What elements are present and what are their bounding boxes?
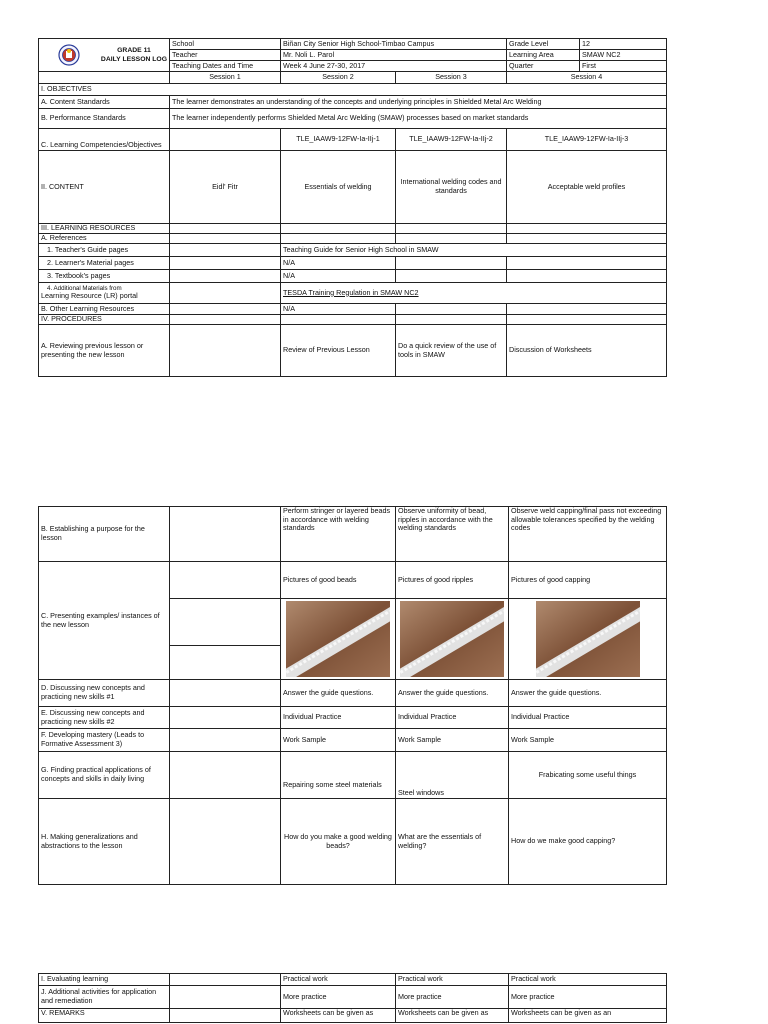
dates-label: Teaching Dates and Time (170, 61, 281, 72)
content-session-2: Essentials of welding (281, 151, 396, 224)
empty-corner (39, 72, 170, 84)
proc-i-session-2: Practical work (281, 974, 396, 986)
dates-value: Week 4 June 27-30, 2017 (281, 61, 507, 72)
proc-j-session-3: More practice (396, 986, 509, 1009)
resources-heading: III. LEARNING RESOURCES (39, 224, 170, 234)
blank-cell (170, 304, 281, 315)
proc-f-label: F. Developing mastery (Leads to Formative Assessment 3) (39, 729, 170, 752)
remarks-session-3: Worksheets can be given as (396, 1009, 509, 1023)
proc-g-label: G. Finding practical applications of concepts and skills in daily living (39, 752, 170, 799)
proc-a-session-3: Do a quick review of the use of tools in SMAW (396, 325, 507, 377)
proc-b-label: B. Establishing a purpose for the lesson (39, 507, 170, 562)
proc-h-session-4: How do we make good capping? (509, 799, 667, 885)
blank-cell (507, 257, 667, 270)
proc-b-session-1 (170, 507, 281, 562)
daily-lesson-log-table-1 (38, 38, 667, 377)
remarks-label: V. REMARKS (39, 1009, 170, 1023)
grade-label: GRADE 11 (117, 47, 151, 54)
other-resources-value: N/A (281, 304, 396, 315)
remarks-session-4: Worksheets can be given as an (509, 1009, 667, 1023)
proc-g-session-4: Frabicating some useful things (509, 752, 667, 799)
grade-level-value: 12 (580, 39, 667, 50)
blank-cell (170, 283, 281, 304)
learners-material-label: 2. Learner's Material pages (39, 257, 170, 270)
proc-e-label: E. Discussing new concepts and practicing new skills #2 (39, 707, 170, 729)
competencies-label: C. Learning Competencies/Objectives (39, 129, 170, 151)
proc-h-label: H. Making generalizations and abstractions to the lesson (39, 799, 170, 885)
proc-i-session-4: Practical work (509, 974, 667, 986)
performance-standards-label: B. Performance Standards (39, 109, 170, 129)
header-logo-cell (39, 39, 170, 72)
blank-cell (170, 974, 281, 986)
blank-cell (170, 729, 281, 752)
lr-portal-link[interactable]: TESDA Training Regulation in SMAW NC2 (281, 283, 667, 304)
competency-code-3: TLE_IAAW9-12FW-Ia-IIj-2 (396, 129, 507, 151)
proc-j-session-4: More practice (509, 986, 667, 1009)
proc-h-session-2: How do you make a good welding beads? (281, 799, 396, 885)
daily-lesson-log-table-3 (38, 973, 667, 1023)
content-standards-text: The learner demonstrates an understanding of the concepts and underlying principles in Shielded Metal Arc Welding (170, 96, 667, 109)
blank-cell (170, 599, 281, 646)
proc-j-label: J. Additional activities for application and remediation (39, 986, 170, 1009)
proc-d-label: D. Discussing new concepts and practicing new skills #1 (39, 680, 170, 707)
blank-cell (507, 315, 667, 325)
lr-portal-label (39, 283, 170, 304)
blank-cell (507, 304, 667, 315)
lr-portal-label-line-2: Learning Resource (LR) portal (41, 291, 138, 301)
blank-cell (170, 986, 281, 1009)
proc-a-label: A. Reviewing previous lesson or presenting the new lesson (39, 325, 170, 377)
weld-photo-cell-3 (509, 599, 667, 680)
blank-cell (170, 645, 281, 679)
proc-b-session-2: Perform stringer or layered beads in accordance with welding standards (281, 507, 396, 562)
session-1-header: Session 1 (170, 72, 281, 84)
blank-cell (170, 680, 281, 707)
weld-photo-cell-1 (281, 599, 396, 680)
proc-a-session-1 (170, 325, 281, 377)
session-4-header: Session 4 (507, 72, 667, 84)
log-title: DAILY LESSON LOG (100, 56, 167, 63)
proc-d-session-4: Answer the guide questions. (509, 680, 667, 707)
blank-cell (396, 304, 507, 315)
blank-cell (281, 315, 396, 325)
blank-cell (170, 752, 281, 799)
proc-a-session-4: Discussion of Worksheets (507, 325, 667, 377)
blank-cell (170, 315, 281, 325)
proc-c-caption-2: Pictures of good ripples (396, 562, 509, 599)
daily-lesson-log-table-2 (38, 506, 667, 885)
content-standards-label: A. Content Standards (39, 96, 170, 109)
proc-e-session-3: Individual Practice (396, 707, 509, 729)
references-label: A. References (39, 234, 170, 244)
proc-h-session-3: What are the essentials of welding? (396, 799, 509, 885)
proc-d-session-3: Answer the guide questions. (396, 680, 509, 707)
blank-cell (170, 234, 281, 244)
content-session-1: Eidl' Fitr (170, 151, 281, 224)
blank-cell (170, 562, 281, 599)
remarks-session-2: Worksheets can be given as (281, 1009, 396, 1023)
blank-cell (507, 224, 667, 234)
textbook-label: 3. Textbook's pages (39, 270, 170, 283)
other-resources-label: B. Other Learning Resources (39, 304, 170, 315)
blank-cell (507, 270, 667, 283)
objectives-heading: I. OBJECTIVES (39, 84, 667, 96)
proc-f-session-2: Work Sample (281, 729, 396, 752)
teachers-guide-value: Teaching Guide for Senior High School in SMAW (281, 244, 667, 257)
blank-cell (507, 234, 667, 244)
weld-ripple-photo (400, 601, 504, 677)
competency-code-1 (170, 129, 281, 151)
quarter-value: First (580, 61, 667, 72)
blank-cell (396, 234, 507, 244)
proc-d-session-2: Answer the guide questions. (281, 680, 396, 707)
grade-level-label: Grade Level (507, 39, 580, 50)
proc-c-label: C. Presenting examples/ instances of the new lesson (39, 562, 170, 680)
quarter-label: Quarter (507, 61, 580, 72)
school-value: Biñan City Senior High School-Timbao Campus (281, 39, 507, 50)
proc-e-session-2: Individual Practice (281, 707, 396, 729)
proc-b-session-4: Observe weld capping/final pass not exceeding allowable tolerances specified by the welding codes (509, 507, 667, 562)
content-label: II. CONTENT (39, 151, 170, 224)
blank-cell (170, 270, 281, 283)
proc-a-session-2: Review of Previous Lesson (281, 325, 396, 377)
proc-i-session-3: Practical work (396, 974, 509, 986)
competency-code-2: TLE_IAAW9-12FW-Ia-IIj-1 (281, 129, 396, 151)
weld-bead-photo (286, 601, 390, 677)
deped-seal-icon (58, 44, 80, 66)
session-2-header: Session 2 (281, 72, 396, 84)
blank-cell (396, 270, 507, 283)
blank-cell (281, 234, 396, 244)
procedures-heading: IV. PROCEDURES (39, 315, 170, 325)
content-session-3: International welding codes and standards (396, 151, 507, 224)
blank-cell (170, 799, 281, 885)
blank-cell (170, 224, 281, 234)
proc-g-session-3: Steel windows (396, 752, 509, 799)
proc-b-session-3: Observe uniformity of bead, ripples in accordance with the welding standards (396, 507, 509, 562)
proc-c-caption-3: Pictures of good capping (509, 562, 667, 599)
blank-cell (396, 224, 507, 234)
blank-cell (170, 707, 281, 729)
blank-cell (281, 224, 396, 234)
proc-g-session-2: Repairing some steel materials (281, 752, 396, 799)
blank-cell (170, 257, 281, 270)
teacher-label: Teacher (170, 50, 281, 61)
proc-f-session-3: Work Sample (396, 729, 509, 752)
learners-material-value: N/A (281, 257, 396, 270)
lr-portal-label-line-1: 4. Additional Materials from (47, 285, 122, 293)
weld-photo-cell-2 (396, 599, 509, 680)
textbook-value: N/A (281, 270, 396, 283)
content-session-4: Acceptable weld profiles (507, 151, 667, 224)
blank-cell (170, 1009, 281, 1023)
learning-area-label: Learning Area (507, 50, 580, 61)
proc-i-label: I. Evaluating learning (39, 974, 170, 986)
blank-cell (170, 244, 281, 257)
school-label: School (170, 39, 281, 50)
session-3-header: Session 3 (396, 72, 507, 84)
competency-code-4: TLE_IAAW9-12FW-Ia-IIj-3 (507, 129, 667, 151)
blank-cell (396, 315, 507, 325)
proc-f-session-4: Work Sample (509, 729, 667, 752)
proc-j-session-2: More practice (281, 986, 396, 1009)
learning-area-value: SMAW NC2 (580, 50, 667, 61)
weld-capping-photo (536, 601, 640, 677)
proc-c-caption-1: Pictures of good beads (281, 562, 396, 599)
blank-cell (396, 257, 507, 270)
teachers-guide-label: 1. Teacher's Guide pages (39, 244, 170, 257)
teacher-value: Mr. Noli L. Parol (281, 50, 507, 61)
performance-standards-text: The learner independently performs Shielded Metal Arc Welding (SMAW) processes based on market standards (170, 109, 667, 129)
proc-e-session-4: Individual Practice (509, 707, 667, 729)
